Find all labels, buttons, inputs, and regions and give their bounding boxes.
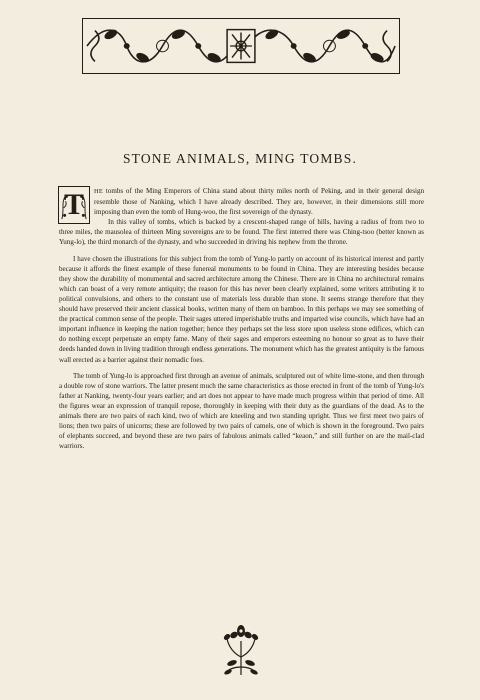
page-title: STONE ANIMALS, MING TOMBS. (122, 151, 358, 166)
paragraph-1-lead: HE (94, 188, 104, 195)
paragraph-3: I have chosen the illustrations for this subject from the tomb of Yung-lo partly on account of its historical interest and partly because it affords the finest example of these funereal monuments to be found in China. They are interesting besides because they show the durability of monumental and sacred architecture among the Chinese. There are in China no architectural remains which can boast of a very remote antiquity; the reason for this has never been clearly explained, some writers attributing it to political convulsions, and others to the constant use of materials less durable than stone. It seems strange therefore that they should have preserved their ancient classical books, written many of them on bamboo. In this perhaps we may see something of the practical common sense of the people. Their sages uttered imperishable truths and imparted wise councils, which have had an important influence in keeping the nation together; hence they perhaps set the less store upon useless stone edifices, which can do nothing except perpetuate an empty fame. Many of their sages and emperors esteeming no honour so great as to have their deeds handed down in living tradition through endless generations. The monument which has the greatest antiquity is the famous wall erected as a barrier against their nomadic foes. (59, 254, 424, 364)
foliate-initial-icon (58, 186, 90, 224)
article-body (59, 186, 424, 451)
paragraph-4: The tomb of Yung-lo is approached first through an avenue of animals, sculptured out of white lime-stone, and then through a double row of stone warriors. The latter present much the same characteristics as those erected in front of the tomb of Yung-lo's father at Nanking, twenty-four years earlier; and art does not appear to have made much progress within that period of time. All the figures wear an expression of tranquil repose, thoroughly in keeping with their duty as the guardians of the dead. As to the animals there are two pairs of each kind, two of which are kneeling and two standing upright. Thus we first meet two pairs of lions; then two pairs of unicorns; these are followed by two pairs of camels, one of which is shown in the foreground. Two pairs of elephants succeed, and beyond these are two pairs of fabulous animals called “keaon,” and still further on are the mail-clad warriors. (59, 371, 424, 451)
dropcap-letter: T (63, 188, 84, 221)
floral-scroll-headpiece-icon (82, 18, 400, 74)
paragraph-1-text: tombs of the Ming Emperors of China stand about thirty miles north of Peking, and in their general design resemble those of Nanking, which I have already described. They are, however, in their dimensions still more imposing than even the tomb of Hung-woo, the first sovereign of the dynasty. (94, 187, 424, 217)
paragraph-2: In this valley of tombs, which is backed by a crescent-shaped range of hills, having a radius of from two to three miles, the mausolea of thirteen Ming sovereigns are to be found. The first interred there was Ching-tsoo (better known as Yung-lo), the third monarch of the dynasty, and who succeeded in driving his nephew from the throne. (59, 218, 424, 247)
paragraph-1 (59, 186, 424, 221)
flower-sprig-icon (219, 617, 263, 677)
